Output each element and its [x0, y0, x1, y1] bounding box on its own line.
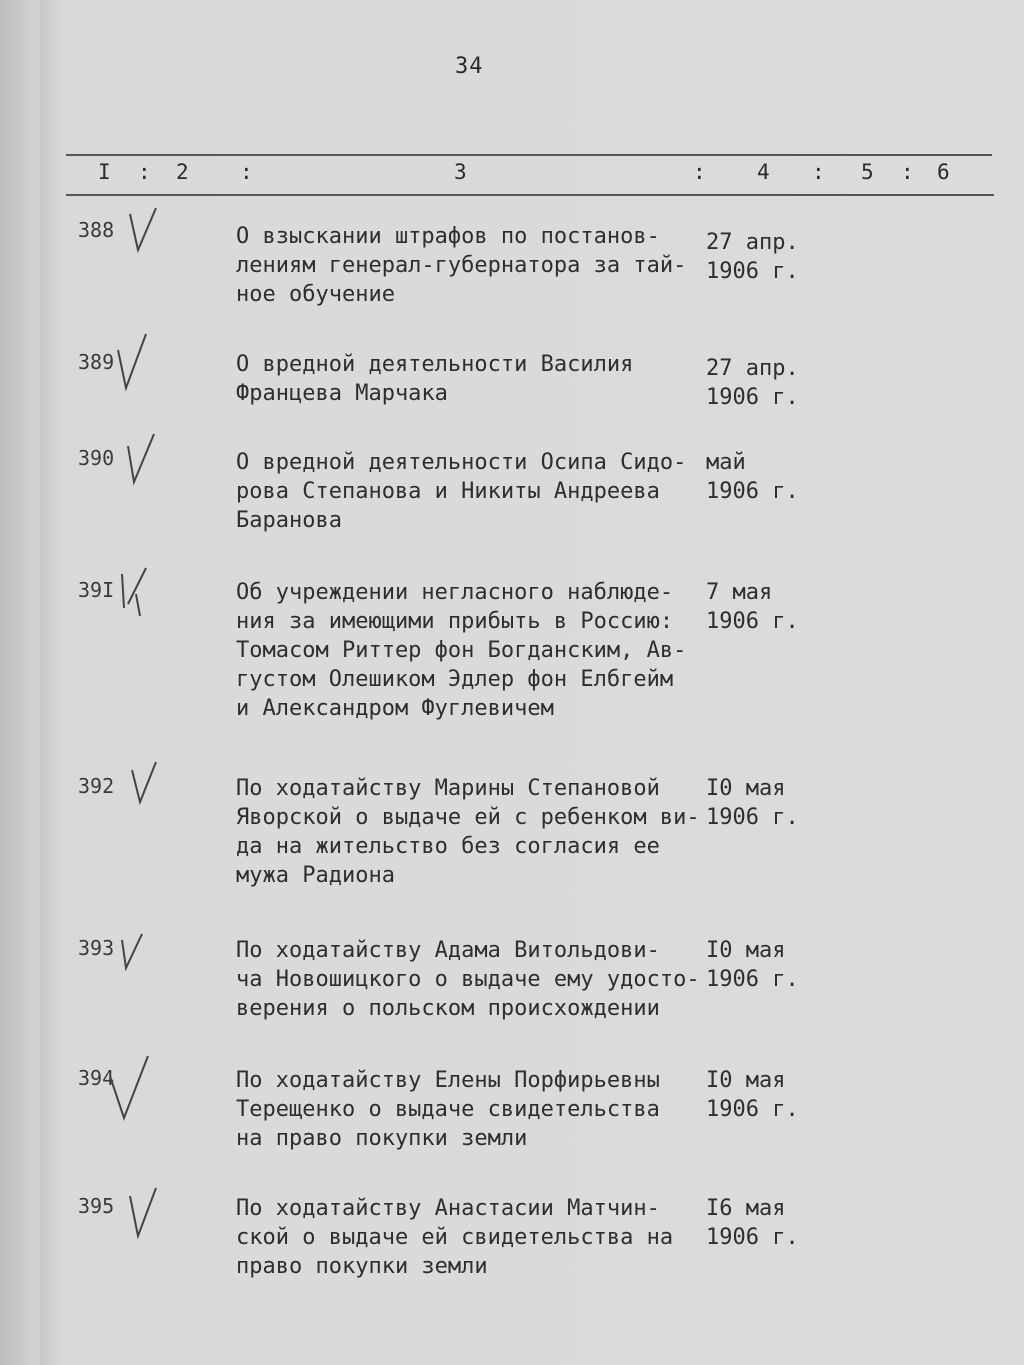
column-header-4: 4: [757, 160, 770, 184]
entry-date: I0 мая 1906 г.: [706, 938, 799, 992]
entry-number: 388: [78, 218, 115, 242]
entry-number: 392: [78, 774, 115, 798]
entry-description: Об учреждении негласного наблюде- ния за имеющими прибыть в Россию: Томасом Риттер фон Богданским, Ав- густом Олешиком Эдлер фон Елбгейм и Александром Фуглевичем: [236, 580, 687, 721]
entry-description: По ходатайству Марины Степановой Яворской о выдаче ей с ребенком ви- да на жительство без согласия ее мужа Радиона: [236, 776, 700, 888]
checkmark-icon: [116, 930, 152, 976]
entry-description: По ходатайству Адама Витольдови- ча Новошицкого о выдаче ему удосто- верения о польском происхождении: [236, 938, 700, 1021]
page-binding-shadow: [40, 0, 58, 1365]
entry-date: май 1906 г.: [706, 450, 799, 504]
checkmark-icon: [104, 1054, 154, 1130]
column-separator: :: [693, 160, 706, 184]
entry-date: I6 мая 1906 г.: [706, 1196, 799, 1250]
entry-description: По ходатайству Елены Порфирьевны Терещенко о выдаче свидетельства на право покупки земли: [236, 1068, 660, 1151]
entry-date: 7 мая 1906 г.: [706, 580, 799, 634]
table-header-top-rule: [66, 154, 992, 156]
page-number: 34: [455, 54, 484, 79]
checkmark-icon: [128, 760, 162, 810]
column-separator: :: [901, 160, 914, 184]
column-separator: :: [138, 160, 151, 184]
checkmark-icon: [114, 330, 150, 400]
column-header-5: 5: [861, 160, 874, 184]
entry-date: 27 апр. 1906 г.: [706, 230, 799, 284]
entry-date: I0 мая 1906 г.: [706, 776, 799, 830]
column-separator: :: [240, 160, 253, 184]
entry-date: I0 мая 1906 г.: [706, 1068, 799, 1122]
entry-number: 395: [78, 1194, 115, 1218]
column-header-3: 3: [454, 160, 467, 184]
checkmark-icon: [126, 1186, 160, 1244]
column-header-1: I: [98, 160, 111, 184]
checkmark-icon: [126, 206, 160, 262]
entry-number: 389: [78, 350, 115, 374]
entry-description: О вредной деятельности Осипа Сидо- рова Степанова и Никиты Андреева Баранова: [236, 450, 687, 533]
table-header-bottom-rule: [66, 194, 994, 196]
entry-number: 394: [78, 1066, 115, 1090]
entry-number: 390: [78, 446, 115, 470]
entry-number: 393: [78, 936, 115, 960]
column-header-6: 6: [937, 160, 950, 184]
entry-description: О взыскании штрафов по постанов- лениям генерал-губернатора за тай- ное обучение: [236, 224, 687, 307]
entry-number: 39I: [78, 578, 115, 602]
column-header-2: 2: [176, 160, 189, 184]
checkmark-icon: [118, 564, 158, 624]
column-separator: :: [812, 160, 825, 184]
checkmark-icon: [122, 432, 158, 494]
entry-description: О вредной деятельности Василия Францева Марчака: [236, 352, 634, 406]
entry-date: 27 апр. 1906 г.: [706, 356, 799, 410]
entry-description: По ходатайству Анастасии Матчин- ской о выдаче ей свидетельства на право покупки земли: [236, 1196, 674, 1279]
